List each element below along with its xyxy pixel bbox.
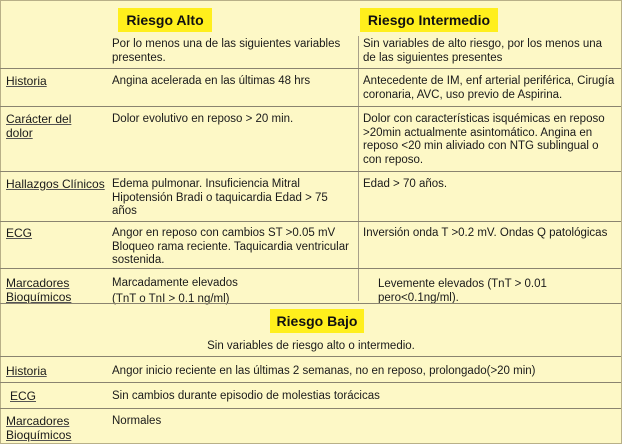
historia-intermediate: Antecedente de IM, enf arterial periférica, Cirugía coronaria, AVC, uso previo de Aspirina. [363,75,615,101]
header-riesgo-alto: Riesgo Alto [118,8,212,32]
section-divider [0,303,621,304]
low-marcadores-value: Normales [112,415,162,427]
low-row-label-marcadores: Marcadores Bioquímicos [6,414,72,442]
intro-intermediate: Sin variables de alto riesgo, por los menos una de las siguientes presentes [363,38,603,64]
low-historia-value: Angor inicio reciente en las últimas 2 semanas, no en reposo, prolongado(>20 min) [112,365,536,377]
marcadores-high-line1: Marcadamente elevados [112,277,238,289]
marcadores-intermediate: Levemente elevados (TnT > 0.01 pero<0.1ng/ml). [378,278,547,304]
column-divider [358,36,359,301]
row-label-caracter-dolor: Carácter del dolor [6,112,72,140]
low-row-label-ecg: ECG [10,389,37,403]
row-divider [0,356,621,357]
hallazgos-high: Edema pulmonar. Insuficiencia Mitral Hipotensión Bradi o taquicardia Edad > 75 años [112,178,328,217]
low-intro: Sin variables de riesgo alto o intermedio. [207,340,415,352]
row-divider [0,408,621,409]
row-label-hallazgos-clinicos: Hallazgos Clínicos [6,177,105,191]
row-divider [0,382,621,383]
row-label-ecg: ECG [6,226,33,240]
intro-high: Por lo menos una de las siguientes variables presentes. [112,38,341,64]
header-riesgo-bajo: Riesgo Bajo [270,309,364,333]
row-label-marcadores: Marcadores Bioquímicos [6,276,72,304]
row-divider [0,221,621,222]
low-ecg-value: Sin cambios durante episodio de molestias torácicas [112,390,380,402]
header-riesgo-intermedio: Riesgo Intermedio [360,8,498,32]
row-divider [0,106,621,107]
row-label-historia: Historia [6,74,47,88]
historia-high: Angina acelerada en las últimas 48 hrs [112,75,311,87]
caracter-dolor-high: Dolor evolutivo en reposo > 20 min. [112,113,294,125]
low-row-label-historia: Historia [6,364,47,378]
row-divider [0,268,621,269]
ecg-high: Angor en reposo con cambios ST >0.05 mV Bloqueo rama reciente. Taquicardia ventricular sostenida. [112,227,349,266]
row-divider [0,68,621,69]
marcadores-high-line2: (TnT o TnI > 0.1 ng/ml) [112,293,230,305]
caracter-dolor-intermediate: Dolor con características isquémicas en reposo >20min actualmente asintomático. Angina en reposo <20 min aliviado con NTG sublingual o con reposo. [363,113,605,166]
ecg-intermediate: Inversión onda T >0.2 mV. Ondas Q patológicas [363,227,608,239]
row-divider [0,171,621,172]
hallazgos-intermediate: Edad > 70 años. [363,178,448,190]
